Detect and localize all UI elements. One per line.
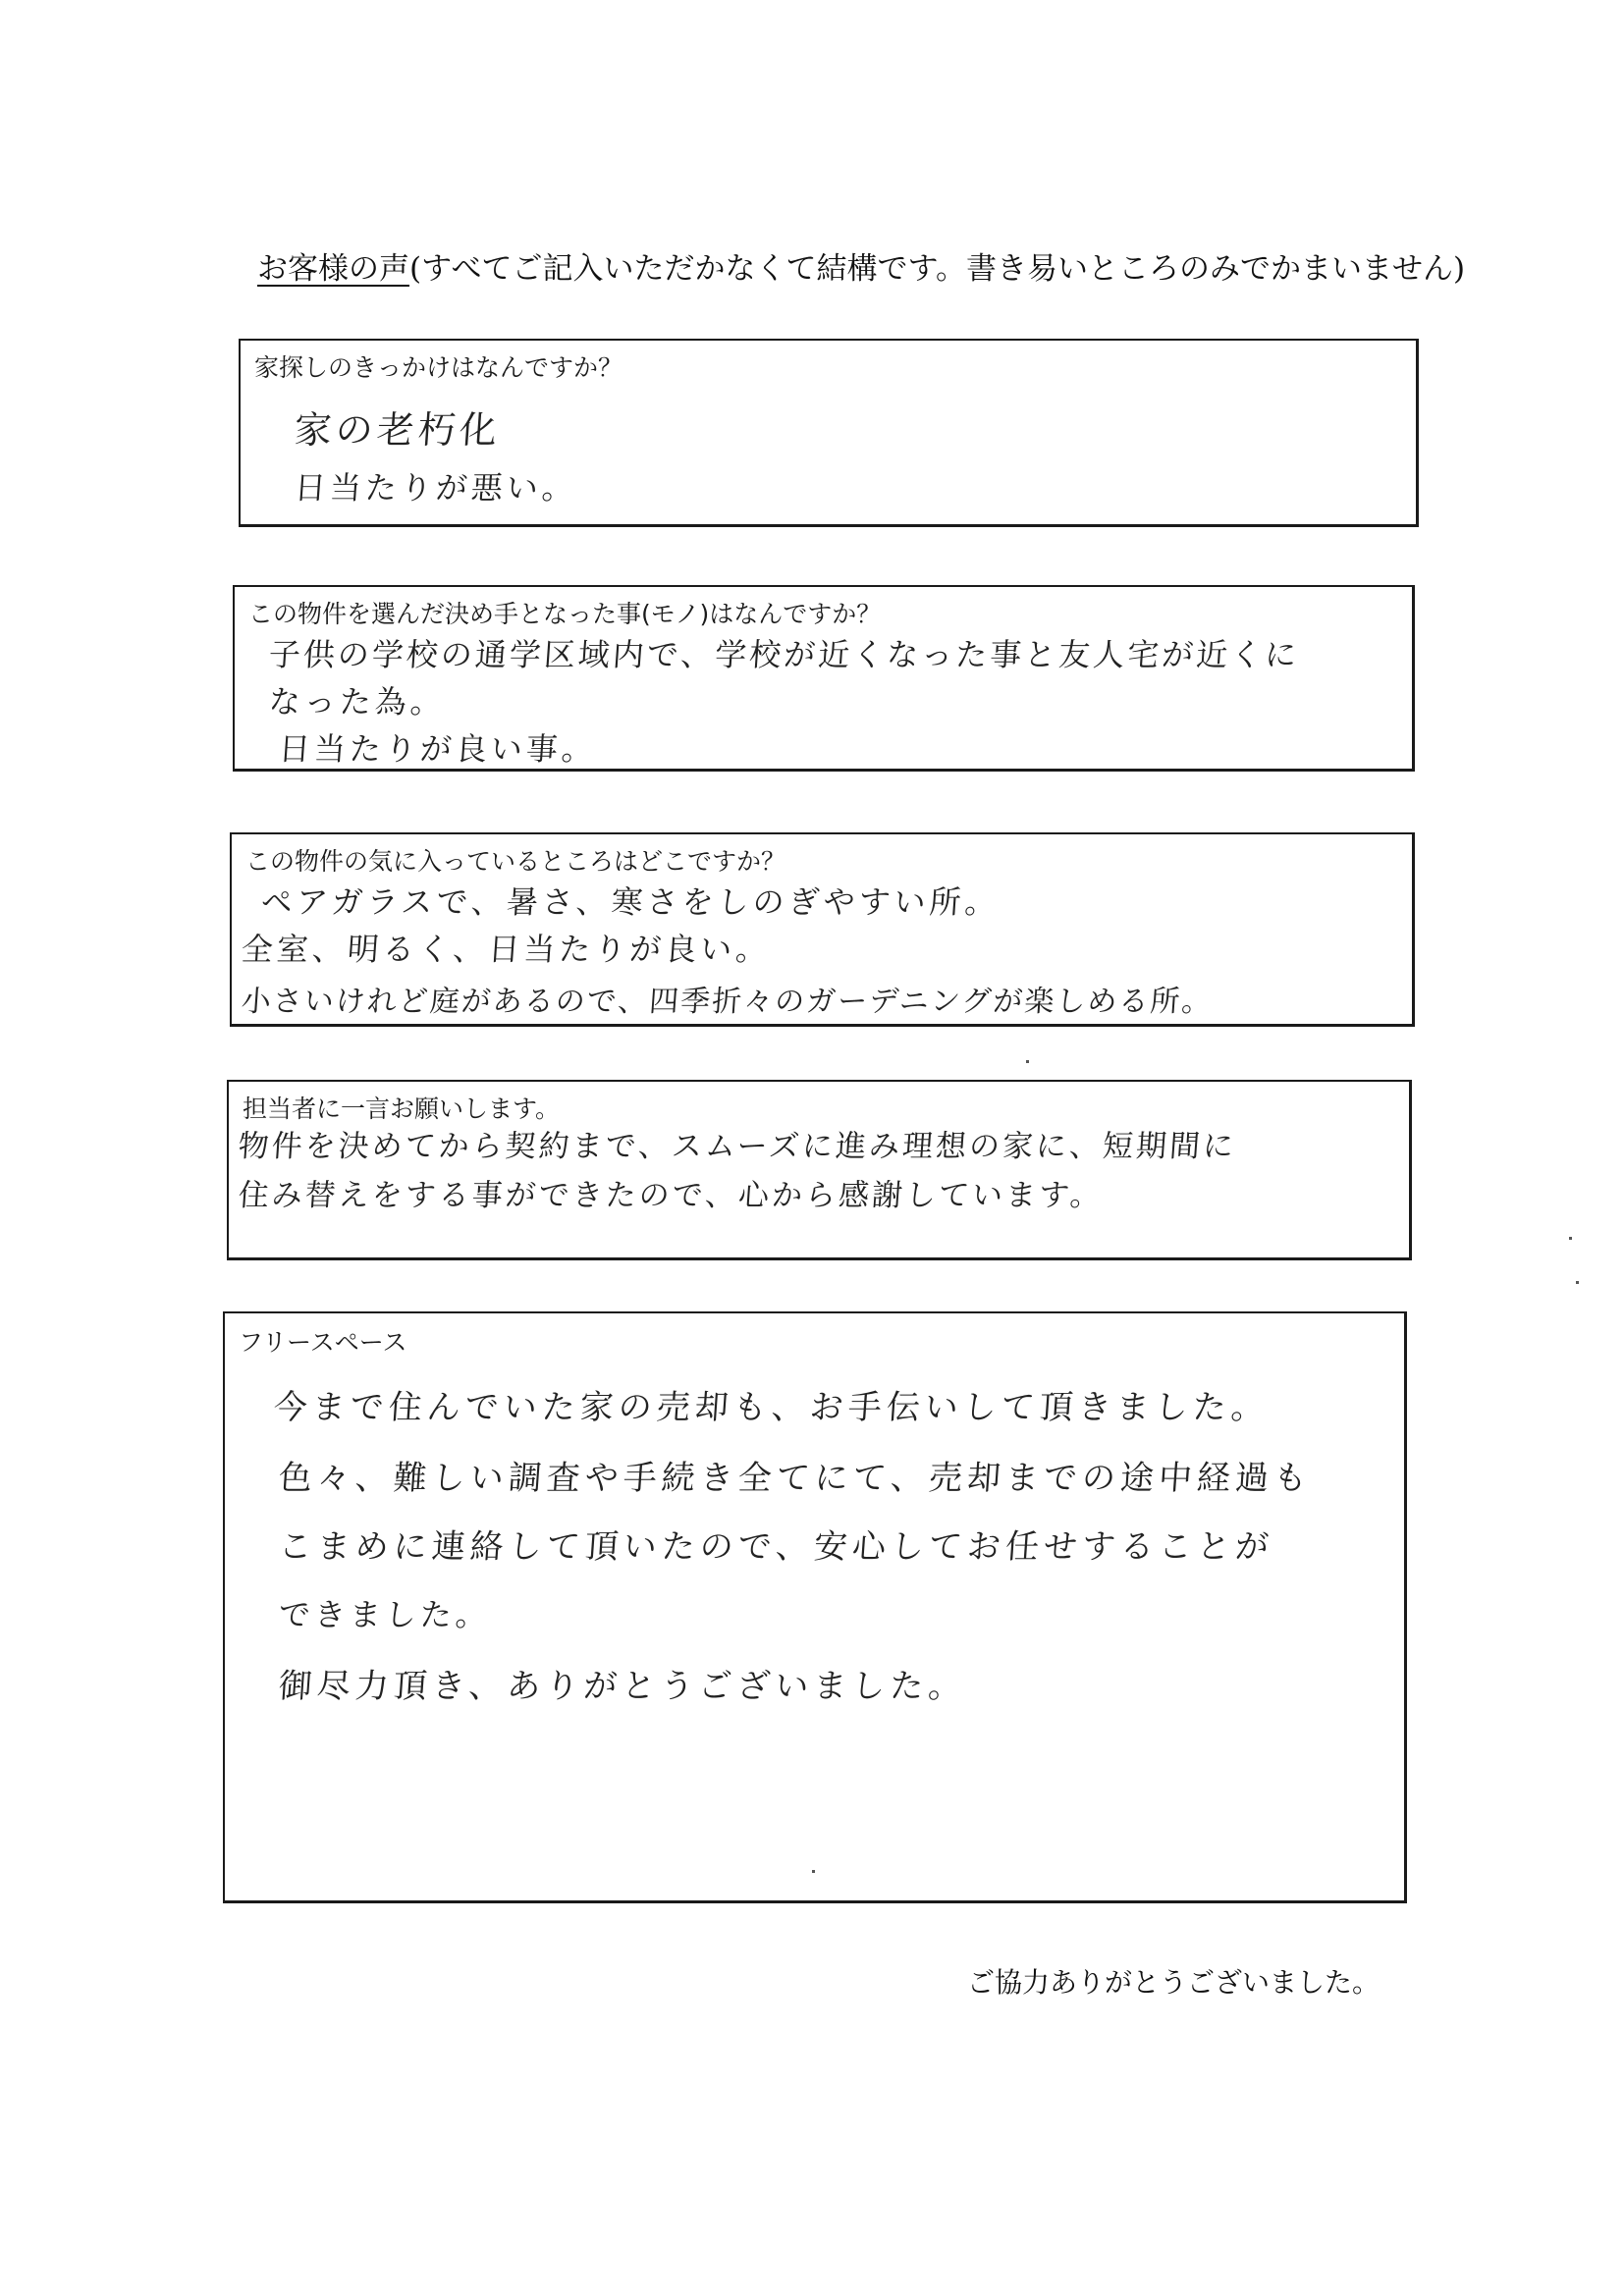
question-label: フリースペース — [239, 1328, 407, 1357]
question-label: この物件を選んだ決め手となった事(モノ)はなんですか？ — [248, 600, 882, 628]
section-message-to-agent — [227, 1080, 1412, 1260]
answer-line: できました。 — [277, 1596, 493, 1633]
question-label: この物件の気に入っているところはどこですか？ — [245, 847, 786, 876]
answer-line: 今まで住んでいた家の売却も、お手伝いして頂きました。 — [272, 1388, 1272, 1427]
answer-line: 日当たりが良い事。 — [277, 730, 599, 768]
answer-line: こまめに連絡して頂いたので、安心してお任せすることが — [277, 1527, 1275, 1567]
answer-line: ペアガラスで、暑さ、寒さをしのぎやすい所。 — [259, 883, 1002, 921]
section-free-space — [223, 1311, 1407, 1903]
form-title — [257, 243, 1465, 288]
answer-line: 家の老朽化 — [293, 408, 503, 452]
title-lead: お客様の声 — [257, 251, 409, 287]
scan-speck — [1569, 1237, 1572, 1240]
answer-line: 子供の学校の通学区域内で、学校が近くなった事と友人宅が近くに — [267, 636, 1301, 673]
question-label: 担当者に一言お願いします。 — [243, 1095, 561, 1123]
answer-line: 物件を決めてから契約まで、スムーズに進み理想の家に、短期間に — [237, 1129, 1238, 1164]
scan-speck — [1576, 1281, 1579, 1284]
section-deciding-factor — [233, 585, 1415, 772]
answer-line: 全室、明るく、日当たりが良い。 — [240, 931, 773, 968]
answer-line: 住み替えをする事ができたので、心から感謝しています。 — [237, 1178, 1105, 1213]
closing-thanks: ご協力ありがとうございました。 — [967, 1966, 1380, 1999]
answer-line: なった為。 — [267, 683, 448, 721]
answer-line: 御尽力頂き、ありがとうございました。 — [277, 1667, 968, 1706]
section-reason-for-search — [239, 339, 1419, 527]
scan-speck — [812, 1870, 815, 1873]
answer-line: 小さいけれど庭があるので、四季折々のガーデニングが楽しめる所。 — [240, 985, 1215, 1019]
section-favorite-points — [230, 832, 1415, 1027]
scan-speck — [1026, 1060, 1029, 1063]
question-label: 家探しのきっかけはなんですか？ — [254, 353, 623, 382]
title-instructions: (すべてご記入いただかなくて結構です。書き易いところのみでかまいません) — [409, 251, 1466, 287]
answer-line: 色々、難しい調査や手続き全てにて、売却までの途中経過も — [277, 1459, 1314, 1498]
answer-line: 日当たりが悪い。 — [293, 469, 579, 507]
